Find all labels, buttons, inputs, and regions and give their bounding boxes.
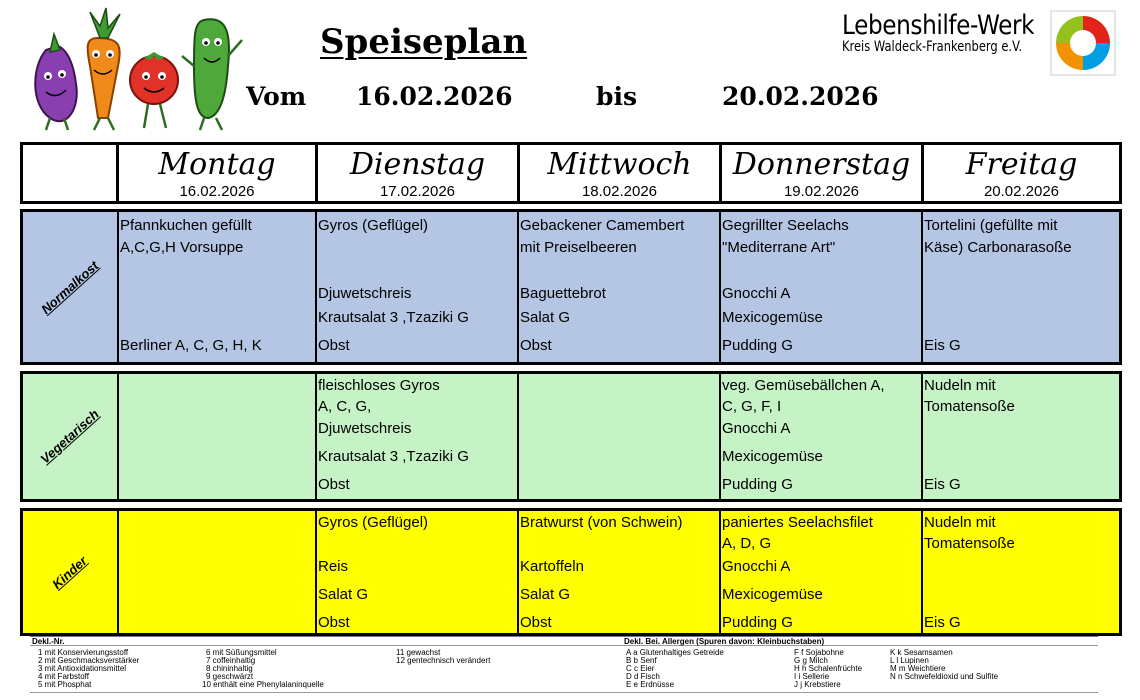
day-date: 18.02.2026 bbox=[581, 183, 658, 200]
meal-line: mit Preiselbeeren bbox=[520, 239, 637, 256]
meal-line: Krautsalat 3 ,Tzaziki G bbox=[318, 309, 469, 326]
legend-item: 4 mit Farbstoff bbox=[38, 672, 89, 681]
meal-line: Gnocchi A bbox=[722, 420, 791, 437]
meal-line: Pudding G bbox=[722, 476, 793, 493]
category-label-vegetarisch: Vegetarisch bbox=[23, 374, 119, 499]
meal-line: Mexicogemüse bbox=[722, 448, 823, 465]
legend-item: J j Krebstiere bbox=[794, 680, 841, 689]
meal-line: Pudding G bbox=[722, 614, 793, 631]
day-date: 16.02.2026 bbox=[179, 183, 255, 200]
meal-cell-friday bbox=[923, 511, 1119, 633]
meal-cell-tuesday bbox=[317, 374, 519, 499]
to-date: 20.02.2026 bbox=[722, 82, 879, 111]
legend-item: E e Erdnüsse bbox=[626, 680, 675, 689]
legend-table bbox=[30, 636, 1098, 693]
organization-name: Lebenshilfe-Werk bbox=[842, 10, 1035, 41]
meal-cell-monday bbox=[119, 212, 317, 362]
carrot-icon bbox=[88, 8, 120, 130]
meal-line: Gnocchi A bbox=[722, 285, 791, 302]
meal-line: A, D, G bbox=[722, 535, 772, 552]
legend-item: F f Sojabohne bbox=[794, 648, 844, 657]
eggplant-icon bbox=[35, 34, 77, 130]
meal-line: Obst bbox=[520, 337, 552, 354]
meal-line: Obst bbox=[318, 614, 350, 631]
meal-cell-friday bbox=[923, 374, 1119, 499]
legend-item: 12 gentechnisch verändert bbox=[396, 656, 491, 665]
day-header-friday bbox=[921, 145, 1119, 201]
day-name: Montag bbox=[158, 147, 276, 182]
category-label-normalkost: Normalkost bbox=[23, 212, 119, 362]
meal-line: Gyros (Geflügel) bbox=[318, 217, 429, 234]
meal-cell-thursday bbox=[721, 511, 923, 633]
section-vegetarisch bbox=[20, 371, 1122, 502]
legend-item: 6 mit Süßungsmittel bbox=[206, 648, 277, 657]
meal-line: Gegrillter Seelachs bbox=[722, 217, 849, 234]
cucumber-icon bbox=[182, 19, 242, 130]
legend-additives-header: Dekl.-Nr. bbox=[32, 637, 65, 646]
meal-line: Eis G bbox=[924, 614, 961, 631]
meal-line: Tortelini (gefüllte mit bbox=[924, 217, 1058, 234]
legend-item: H h Schalenfrüchte bbox=[794, 664, 863, 673]
meal-line: Nudeln mit bbox=[924, 377, 996, 394]
meal-cell-wednesday bbox=[519, 511, 721, 633]
legend-item: 10 enthält eine Phenylalaninquelle bbox=[202, 680, 324, 689]
meal-line: A,C,G,H Vorsuppe bbox=[120, 239, 244, 256]
meal-line: Bratwurst (von Schwein) bbox=[520, 514, 683, 531]
legend-item: 5 mit Phosphat bbox=[38, 680, 92, 689]
legend-item: 7 coffeinhaltig bbox=[206, 656, 256, 665]
legend-item: 9 geschwärzt bbox=[206, 672, 254, 681]
meal-line: Djuwetschreis bbox=[318, 420, 412, 437]
weekday-header-row bbox=[20, 142, 1122, 204]
meal-line: Käse) Carbonarasoße bbox=[924, 239, 1072, 256]
meal-line: Obst bbox=[318, 337, 350, 354]
meal-line: C, G, F, I bbox=[722, 398, 782, 415]
day-date: 19.02.2026 bbox=[783, 183, 860, 200]
day-name: Donnerstag bbox=[732, 147, 911, 182]
from-label: Vom bbox=[246, 82, 307, 111]
legend-item: 8 chininhaltig bbox=[206, 664, 253, 673]
lebenshilfe-logo-icon bbox=[1050, 10, 1116, 76]
to-label: bis bbox=[596, 82, 638, 111]
meal-cell-thursday bbox=[721, 374, 923, 499]
legend-item: I i Sellerie bbox=[794, 672, 830, 681]
legend-item: 3 mit Antioxidationsmittel bbox=[38, 664, 127, 673]
day-date: 20.02.2026 bbox=[983, 183, 1060, 200]
day-name: Freitag bbox=[965, 147, 1078, 182]
from-date: 16.02.2026 bbox=[356, 82, 513, 111]
meal-cell-monday bbox=[119, 374, 317, 499]
meal-line: Djuwetschreis bbox=[318, 285, 412, 302]
meal-line: Berliner A, C, G, H, K bbox=[120, 337, 262, 354]
meal-line: Gyros (Geflügel) bbox=[318, 514, 429, 531]
legend-item: 2 mit Geschmacksverstärker bbox=[38, 656, 140, 665]
meal-line: Eis G bbox=[924, 476, 961, 493]
meal-line: Salat G bbox=[520, 586, 571, 603]
meal-line: paniertes Seelachsfilet bbox=[722, 514, 873, 531]
legend-allergens-header: Dekl. Bei. Allergen (Spuren davon: Kleinbuchstaben) bbox=[624, 637, 825, 646]
category-label-kinder: Kinder bbox=[23, 511, 119, 633]
meal-cell-wednesday bbox=[519, 374, 721, 499]
day-name: Dienstag bbox=[349, 147, 486, 182]
meal-cell-tuesday bbox=[317, 212, 519, 362]
meal-cell-monday bbox=[119, 511, 317, 633]
legend-item: D d Fisch bbox=[626, 672, 660, 681]
meal-cell-wednesday bbox=[519, 212, 721, 362]
legend-item: 1 mit Konservierungsstoff bbox=[38, 648, 129, 657]
day-header-thursday bbox=[719, 145, 921, 201]
meal-line: Salat G bbox=[318, 586, 369, 603]
section-normalkost bbox=[20, 209, 1122, 365]
meal-line: Salat G bbox=[520, 309, 571, 326]
organization-subtitle: Kreis Waldeck-Frankenberg e.V. bbox=[842, 39, 1023, 55]
legend-item: K k Sesamsamen bbox=[890, 648, 953, 657]
meal-line: "Mediterrane Art" bbox=[722, 239, 836, 256]
meal-line: Obst bbox=[318, 476, 350, 493]
meal-line: Mexicogemüse bbox=[722, 309, 823, 326]
organization-name-block bbox=[842, 10, 1065, 55]
day-header-monday bbox=[116, 145, 315, 201]
legend-item: C c Eier bbox=[626, 664, 655, 673]
legend-item: N n Schwefeldioxid und Sulfite bbox=[890, 672, 999, 681]
meal-cell-thursday bbox=[721, 212, 923, 362]
meal-line: Gnocchi A bbox=[722, 558, 791, 575]
vegetables-illustration bbox=[28, 6, 250, 134]
meal-line: Gebackener Camembert bbox=[520, 217, 685, 234]
meal-line: Obst bbox=[520, 614, 552, 631]
legend-item: G g Milch bbox=[794, 656, 828, 665]
meal-cell-friday bbox=[923, 212, 1119, 362]
meal-line: Mexicogemüse bbox=[722, 586, 823, 603]
meal-line: Reis bbox=[318, 558, 349, 575]
legend-item: M m Weichtiere bbox=[890, 664, 946, 673]
meal-line: Pudding G bbox=[722, 337, 793, 354]
day-date: 17.02.2026 bbox=[379, 183, 456, 200]
meal-line: A, C, G, bbox=[318, 398, 372, 415]
meal-line: Tomatensoße bbox=[924, 398, 1015, 415]
meal-line: veg. Gemüsebällchen A, bbox=[722, 377, 885, 394]
legend-item: A a Glutenhaltiges Getreide bbox=[626, 648, 724, 657]
meal-line: Tomatensoße bbox=[924, 535, 1015, 552]
legend-item: 11 gewachst bbox=[396, 648, 441, 657]
day-name: Mittwoch bbox=[547, 147, 692, 182]
meal-line: fleischloses Gyros bbox=[318, 377, 440, 394]
meal-line: Eis G bbox=[924, 337, 961, 354]
meal-line: Nudeln mit bbox=[924, 514, 996, 531]
meal-cell-tuesday bbox=[317, 511, 519, 633]
day-header-wednesday bbox=[517, 145, 719, 201]
tomato-icon bbox=[130, 52, 178, 128]
meal-line: Krautsalat 3 ,Tzaziki G bbox=[318, 448, 469, 465]
page-title: Speiseplan bbox=[320, 22, 528, 62]
legend-item: B b Senf bbox=[626, 656, 657, 665]
meal-line: Baguettebrot bbox=[520, 285, 606, 302]
day-header-tuesday bbox=[315, 145, 517, 201]
legend-item: L l Lupinen bbox=[890, 656, 929, 665]
meal-line: Pfannkuchen gefüllt bbox=[120, 217, 252, 234]
meal-line: Kartoffeln bbox=[520, 558, 584, 575]
section-kinder bbox=[20, 508, 1122, 636]
